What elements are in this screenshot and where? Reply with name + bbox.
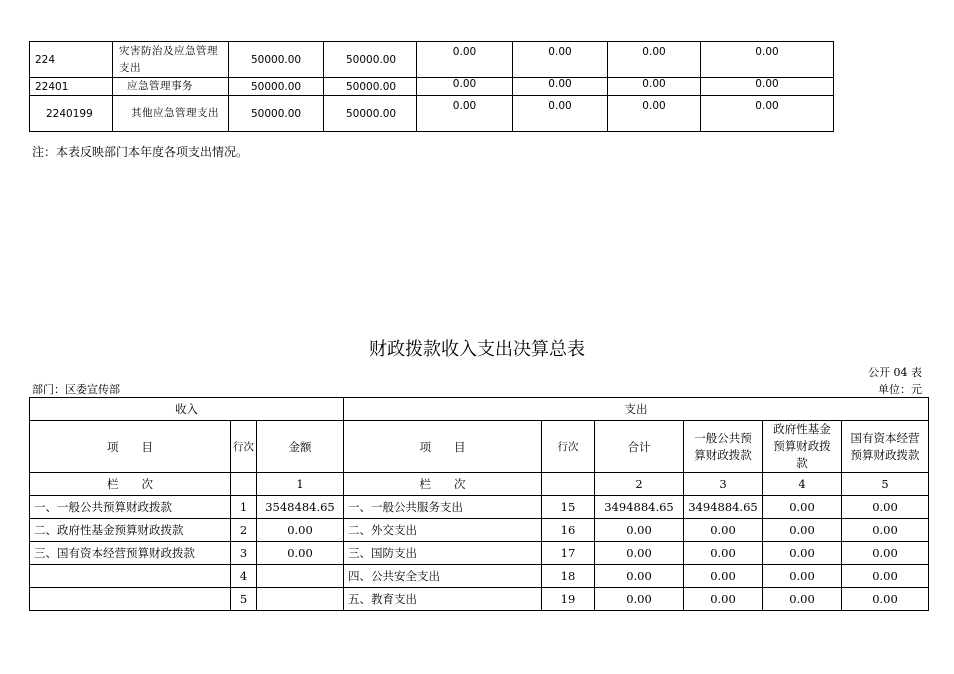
amount-cell: 0.00 [701, 96, 834, 132]
general-amount: 0.00 [684, 542, 763, 565]
expense-item: 二、外交支出 [344, 519, 542, 542]
function-name: 其他应急管理支出 [113, 96, 229, 132]
expense-row-no-header: 行次 [542, 421, 595, 473]
total-amount: 0.00 [595, 519, 684, 542]
income-amount: 0.00 [257, 519, 344, 542]
lanci-label: 栏 次 [30, 473, 231, 496]
amount-cell: 50000.00 [229, 42, 324, 78]
income-item: 一、一般公共预算财政拨款 [30, 496, 231, 519]
expense-row-no: 15 [542, 496, 595, 519]
state-amount: 0.00 [842, 588, 929, 611]
function-name: 应急管理事务 [113, 78, 229, 96]
income-row-no-header: 行次 [231, 421, 257, 473]
state-amount: 0.00 [842, 496, 929, 519]
table-row [30, 519, 929, 542]
amount-cell: 0.00 [701, 78, 834, 96]
total-amount: 0.00 [595, 565, 684, 588]
table-row [30, 78, 834, 96]
general-amount: 3494884.65 [684, 496, 763, 519]
state-amount: 0.00 [842, 542, 929, 565]
expense-row-no: 16 [542, 519, 595, 542]
header-row [30, 398, 929, 421]
expense-row-no: 17 [542, 542, 595, 565]
expense-item: 五、教育支出 [344, 588, 542, 611]
table-row [30, 565, 929, 588]
column-number-row [30, 473, 929, 496]
table-row [30, 496, 929, 519]
state-amount: 0.00 [842, 519, 929, 542]
amount-cell: 0.00 [608, 96, 701, 132]
income-amount: 0.00 [257, 542, 344, 565]
amount-cell: 50000.00 [324, 96, 417, 132]
expense-header: 支出 [344, 398, 929, 421]
column-number: 5 [842, 473, 929, 496]
income-amount: 3548484.65 [257, 496, 344, 519]
column-number: 2 [595, 473, 684, 496]
expense-item: 四、公共安全支出 [344, 565, 542, 588]
state-amount: 0.00 [842, 565, 929, 588]
column-number: 1 [257, 473, 344, 496]
table-row [30, 42, 834, 78]
amount-cell: 0.00 [417, 78, 513, 96]
amount-cell: 50000.00 [229, 96, 324, 132]
fund-amount: 0.00 [763, 588, 842, 611]
total-header: 合计 [595, 421, 684, 473]
total-amount: 0.00 [595, 542, 684, 565]
income-item: 三、国有资本经营预算财政拨款 [30, 542, 231, 565]
amount-cell: 0.00 [417, 96, 513, 132]
fund-amount: 0.00 [763, 519, 842, 542]
expense-row-no: 18 [542, 565, 595, 588]
income-row-no: 5 [231, 588, 257, 611]
function-code: 224 [30, 42, 113, 78]
income-row-no: 1 [231, 496, 257, 519]
general-amount: 0.00 [684, 588, 763, 611]
income-item [30, 565, 231, 588]
general-budget-header: 一般公共预算财政拨款 [684, 421, 763, 473]
expenditure-detail-table [29, 41, 834, 132]
expense-item: 三、国防支出 [344, 542, 542, 565]
unit-label: 单位：元 [878, 383, 922, 396]
amount-cell: 0.00 [513, 78, 608, 96]
expense-item-header: 项 目 [344, 421, 542, 473]
amount-cell: 0.00 [701, 42, 834, 78]
function-code: 22401 [30, 78, 113, 96]
income-amount [257, 565, 344, 588]
fund-amount: 0.00 [763, 542, 842, 565]
income-row-no: 2 [231, 519, 257, 542]
income-row-no: 3 [231, 542, 257, 565]
income-item-header: 项 目 [30, 421, 231, 473]
fund-amount: 0.00 [763, 565, 842, 588]
total-amount: 3494884.65 [595, 496, 684, 519]
fund-amount: 0.00 [763, 496, 842, 519]
fiscal-summary-table [29, 397, 929, 611]
amount-cell: 50000.00 [229, 78, 324, 96]
income-row-no: 4 [231, 565, 257, 588]
amount-cell: 0.00 [608, 78, 701, 96]
page-title: 财政拨款收入支出决算总表 [369, 339, 585, 360]
table-row [30, 588, 929, 611]
gov-fund-header: 政府性基金预算财政拨款 [763, 421, 842, 473]
income-amount [257, 588, 344, 611]
table-row [30, 96, 834, 132]
amount-cell: 0.00 [513, 42, 608, 78]
general-amount: 0.00 [684, 519, 763, 542]
function-name: 灾害防治及应急管理支出 [113, 42, 229, 78]
expense-item: 一、一般公共服务支出 [344, 496, 542, 519]
function-code: 2240199 [30, 96, 113, 132]
amount-cell: 0.00 [513, 96, 608, 132]
amount-cell: 50000.00 [324, 78, 417, 96]
column-number: 3 [684, 473, 763, 496]
department-label: 部门：区委宣传部 [32, 383, 120, 396]
state-capital-header: 国有资本经营预算财政拨款 [842, 421, 929, 473]
amount-header: 金额 [257, 421, 344, 473]
header-row [30, 421, 929, 473]
amount-cell: 0.00 [608, 42, 701, 78]
total-amount: 0.00 [595, 588, 684, 611]
lanci-label: 栏 次 [344, 473, 542, 496]
amount-cell: 0.00 [417, 42, 513, 78]
table-row [30, 542, 929, 565]
income-item: 二、政府性基金预算财政拨款 [30, 519, 231, 542]
general-amount: 0.00 [684, 565, 763, 588]
column-number: 4 [763, 473, 842, 496]
amount-cell: 50000.00 [324, 42, 417, 78]
form-number: 公开 04 表 [868, 366, 922, 379]
income-item [30, 588, 231, 611]
expense-row-no: 19 [542, 588, 595, 611]
table-note: 注：本表反映部门本年度各项支出情况。 [32, 145, 249, 159]
income-header: 收入 [30, 398, 344, 421]
